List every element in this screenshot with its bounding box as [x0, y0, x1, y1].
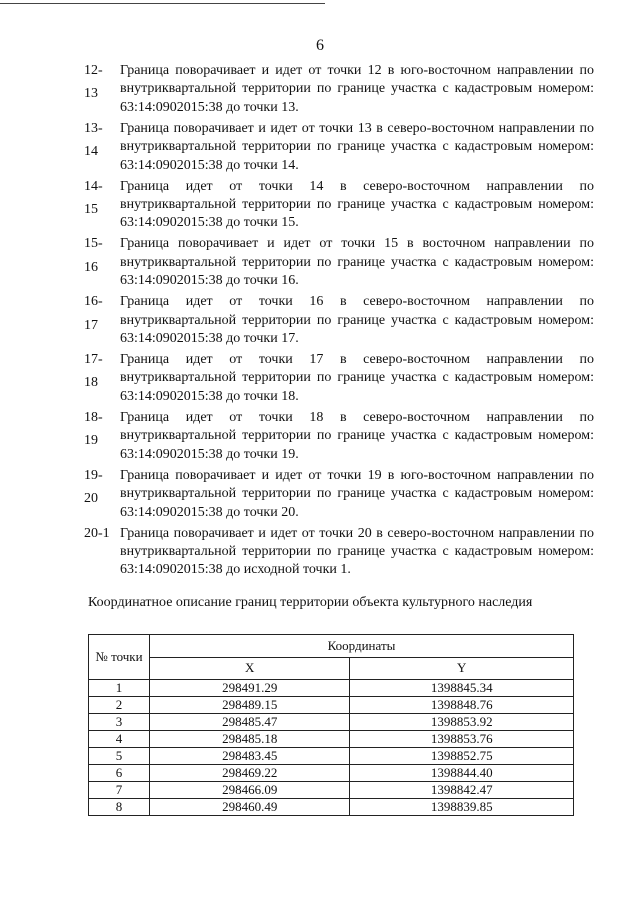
- table-row: [89, 799, 574, 816]
- header-coordinates: Координаты: [150, 635, 574, 658]
- boundary-entry: [84, 62, 594, 117]
- page-number: 6: [316, 37, 324, 54]
- boundary-entry: [84, 525, 594, 580]
- point-number: 8: [89, 799, 150, 816]
- table-row: [89, 765, 574, 782]
- point-number: 1: [89, 680, 150, 697]
- coord-y: 1398844.40: [350, 765, 574, 782]
- boundary-entry: [84, 467, 594, 522]
- entry-id: 14- 15: [84, 178, 103, 218]
- boundary-entry: [84, 235, 594, 290]
- coord-x: 298489.15: [150, 697, 350, 714]
- coord-y: 1398839.85: [350, 799, 574, 816]
- header-rule: [0, 3, 325, 4]
- table-row: [89, 680, 574, 697]
- table-row: [89, 731, 574, 748]
- point-number: 3: [89, 714, 150, 731]
- table-row: [89, 748, 574, 765]
- header-point-number: № точки: [89, 635, 150, 680]
- coord-y: 1398853.92: [350, 714, 574, 731]
- boundary-entry: [84, 409, 594, 464]
- coordinates-table: [88, 634, 574, 816]
- entry-id: 19- 20: [84, 467, 103, 507]
- coord-x: 298485.47: [150, 714, 350, 731]
- entry-text: Граница идет от точки 18 в северо-восточном направлении по внутриквартальной территории по границе участка с кадастровым номером: 63:14:0902015:38 до точки 19.: [120, 409, 594, 462]
- coord-x: 298483.45: [150, 748, 350, 765]
- entry-text: Граница поворачивает и идет от точки 19 в юго-восточном направлении по внутриквартальной территории по границе участка с кадастровым номером: 63:14:0902015:38 до точки 20.: [120, 467, 594, 520]
- entry-text: Граница поворачивает и идет от точки 20 в северо-восточном направлении по внутриквартальной территории по границе участка с кадастровым номером: 63:14:0902015:38 до исходной точки 1.: [120, 525, 594, 578]
- boundary-entry: [84, 351, 594, 406]
- entry-id: 16- 17: [84, 294, 103, 333]
- boundary-description-list: [84, 62, 594, 582]
- point-number: 7: [89, 782, 150, 799]
- entry-id: 13- 14: [84, 120, 103, 160]
- header-y: Y: [350, 657, 574, 680]
- coord-y: 1398852.75: [350, 748, 574, 765]
- point-number: 6: [89, 765, 150, 782]
- entry-text: Граница поворачивает и идет от точки 12 в юго-восточном направлении по внутриквартальной территории по границе участка с кадастровым номером: 63:14:0902015:38 до точки 13.: [120, 63, 594, 115]
- point-number: 4: [89, 731, 150, 748]
- table-row: [89, 714, 574, 731]
- header-x: X: [150, 657, 350, 680]
- entry-id: 15- 16: [84, 236, 103, 275]
- entry-id: 20-1: [84, 525, 110, 541]
- table-row: [89, 782, 574, 799]
- entry-id: 18- 19: [84, 409, 103, 449]
- section-title: Координатное описание границ территории объекта культурного наследия: [88, 595, 533, 610]
- coord-y: 1398853.76: [350, 731, 574, 748]
- point-number: 2: [89, 697, 150, 714]
- entry-id: 12- 13: [84, 63, 103, 102]
- entry-text: Граница поворачивает и идет от точки 15 в восточном направлении по внутриквартальной территории по границе участка с кадастровым номером: 63:14:0902015:38 до точки 16.: [120, 236, 594, 289]
- entry-text: Граница идет от точки 14 в северо-восточном направлении по внутриквартальной территории по границе участка с кадастровым номером: 63:14:0902015:38 до точки 15.: [120, 178, 594, 231]
- table-row: [89, 697, 574, 714]
- boundary-entry: [84, 178, 594, 233]
- point-number: 5: [89, 748, 150, 765]
- entry-id: 17- 18: [84, 352, 103, 391]
- coord-y: 1398848.76: [350, 697, 574, 714]
- boundary-entry: [84, 293, 594, 348]
- coord-y: 1398845.34: [350, 680, 574, 697]
- entry-text: Граница идет от точки 16 в северо-восточном направлении по внутриквартальной территории по границе участка с кадастровым номером: 63:14:0902015:38 до точки 17.: [120, 294, 594, 347]
- entry-text: Граница поворачивает и идет от точки 13 в северо-восточном направлении по внутриквартальной территории по границе участка с кадастровым номером: 63:14:0902015:38 до точки 14.: [120, 120, 594, 173]
- coord-x: 298491.29: [150, 680, 350, 697]
- coord-y: 1398842.47: [350, 782, 574, 799]
- entry-text: Граница идет от точки 17 в северо-восточном направлении по внутриквартальной территории по границе участка с кадастровым номером: 63:14:0902015:38 до точки 18.: [120, 352, 594, 404]
- coord-x: 298469.22: [150, 765, 350, 782]
- coord-x: 298460.49: [150, 799, 350, 816]
- coord-x: 298485.18: [150, 731, 350, 748]
- boundary-entry: [84, 120, 594, 175]
- coord-x: 298466.09: [150, 782, 350, 799]
